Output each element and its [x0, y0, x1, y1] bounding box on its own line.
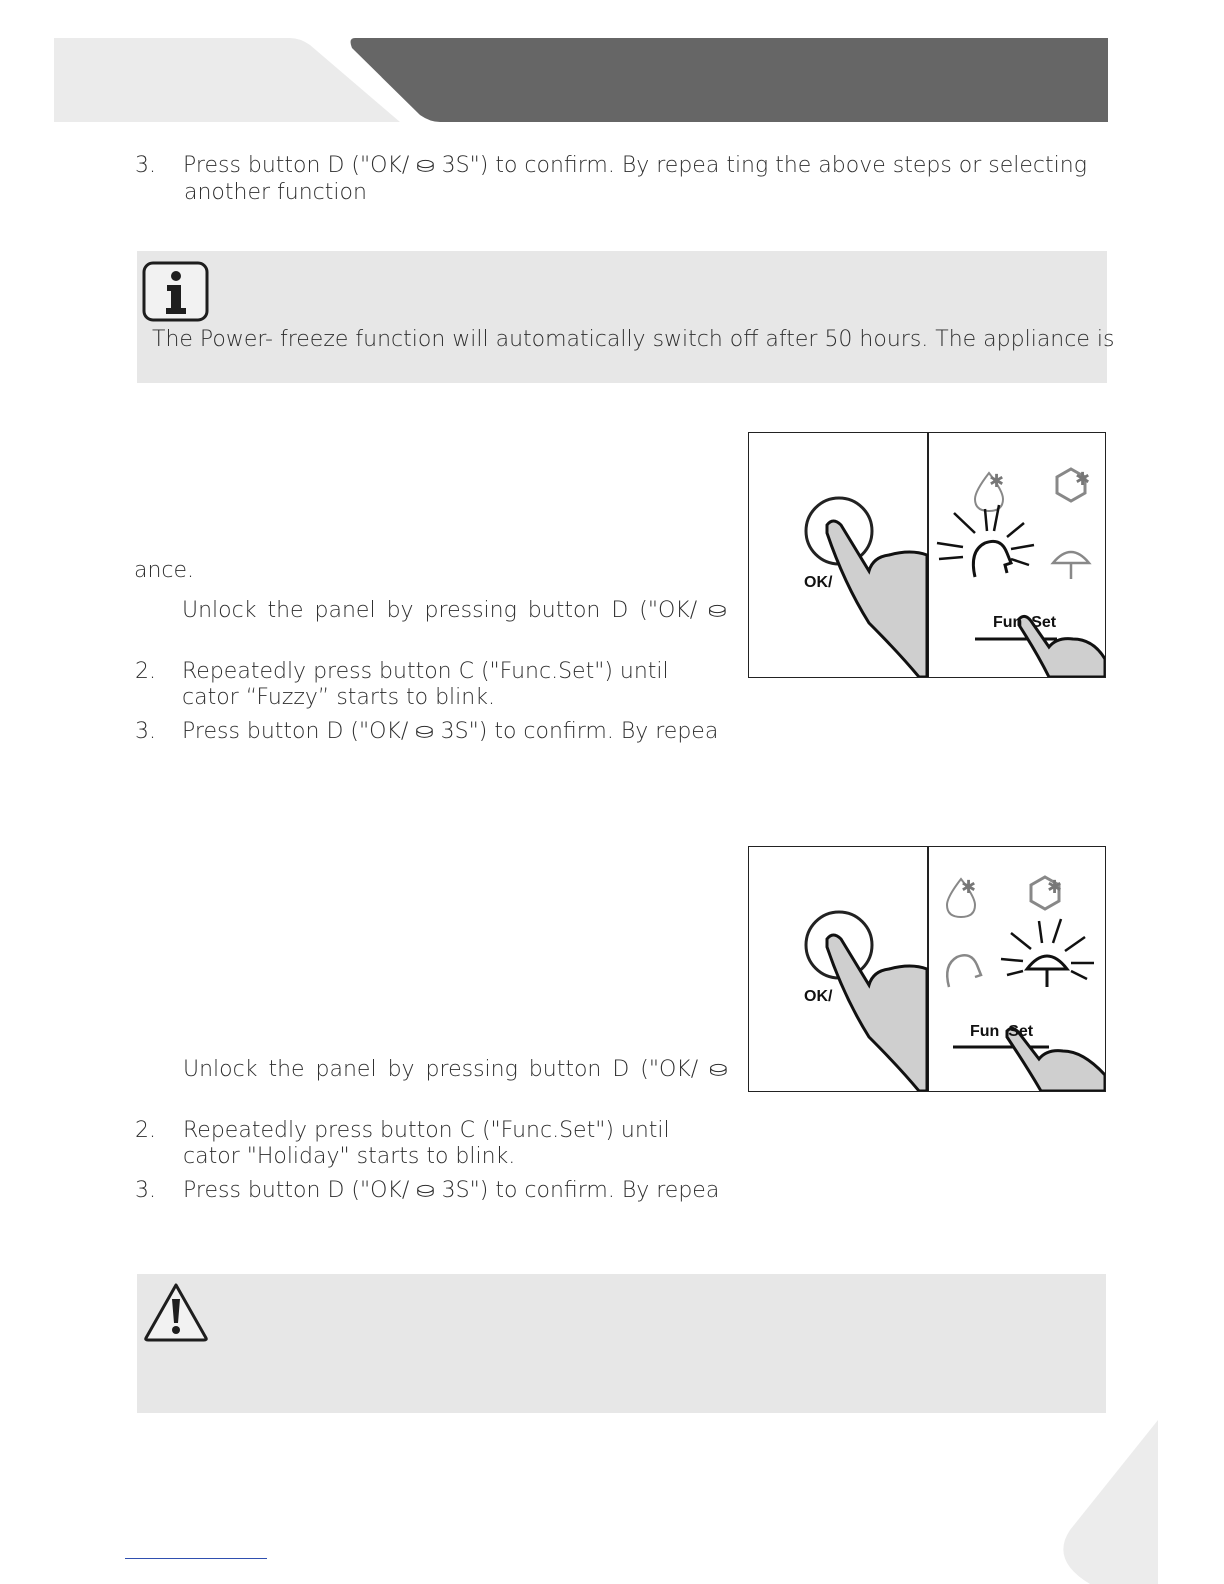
fuzzy-step-2-continued: cator “Fuzzy” starts to blink. — [182, 685, 495, 710]
ok-label: OK/ — [804, 574, 833, 591]
fuzzy-head-icon — [947, 955, 981, 987]
funcset-label: Fun Set — [993, 614, 1057, 631]
text-fragment: ance. — [134, 558, 195, 583]
holiday-step-1: Unlock the panel by pressing button D ("OK/ ⛀ — [183, 1057, 728, 1082]
header-light-tab — [54, 38, 400, 122]
info-note-box — [137, 251, 1107, 383]
holiday-step-2: Repeatedly press button C ("Func.Set") until — [183, 1118, 670, 1143]
fuzzy-step-3: Press button D ("OK/ ⛀ 3S") to confirm. By repea — [182, 719, 719, 744]
header-band — [0, 0, 1224, 130]
svg-text:✱: ✱ — [1047, 877, 1063, 898]
header-dark-band — [351, 38, 1108, 122]
step-text-continued: another function — [184, 180, 367, 205]
svg-text:✱: ✱ — [989, 471, 1005, 492]
step-number: 3. — [135, 153, 156, 178]
holiday-illustration — [748, 846, 1106, 1092]
fuzzy-step-2-number: 2. — [135, 659, 156, 684]
fuzzy-step-3-number: 3. — [135, 719, 156, 744]
warning-note-box — [137, 1274, 1106, 1413]
holiday-step-2-number: 2. — [135, 1118, 156, 1143]
holiday-step-3: Press button D ("OK/ ⛀ 3S") to confirm. By repea — [183, 1178, 720, 1203]
hand-press-ok-icon — [827, 935, 927, 1091]
hand-press-ok-icon — [827, 521, 927, 677]
info-note-text: The Power- freeze function will automatically switch off after 50 hours. The appliance is — [152, 327, 1115, 352]
funcset-label: Fun Set — [970, 1023, 1034, 1040]
svg-text:✱: ✱ — [961, 877, 977, 898]
fuzzy-illustration-drawing — [749, 433, 1105, 677]
footer-link-underline — [125, 1558, 267, 1559]
holiday-illustration-drawing — [749, 847, 1105, 1091]
step-text: Press button D ("OK/ ⛀ 3S") to confirm. By repea ting the above steps or selecting — [183, 153, 1087, 178]
umbrella-icon — [1053, 552, 1089, 579]
fuzzy-illustration — [748, 432, 1106, 678]
holiday-step-2-continued: cator "Holiday" starts to blink. — [183, 1144, 516, 1169]
footer-corner — [1050, 1420, 1224, 1584]
info-icon — [142, 261, 210, 323]
holiday-step-3-number: 3. — [135, 1178, 156, 1203]
ok-label: OK/ — [804, 988, 833, 1005]
fuzzy-head-icon — [937, 505, 1034, 577]
fuzzy-step-2: Repeatedly press button C ("Func.Set") until — [182, 659, 669, 684]
holiday-umbrella-icon — [1001, 919, 1094, 987]
svg-text:✱: ✱ — [1075, 469, 1091, 490]
warning-icon — [142, 1281, 210, 1343]
fuzzy-step-1: Unlock the panel by pressing button D ("OK/ ⛀ — [182, 598, 727, 623]
